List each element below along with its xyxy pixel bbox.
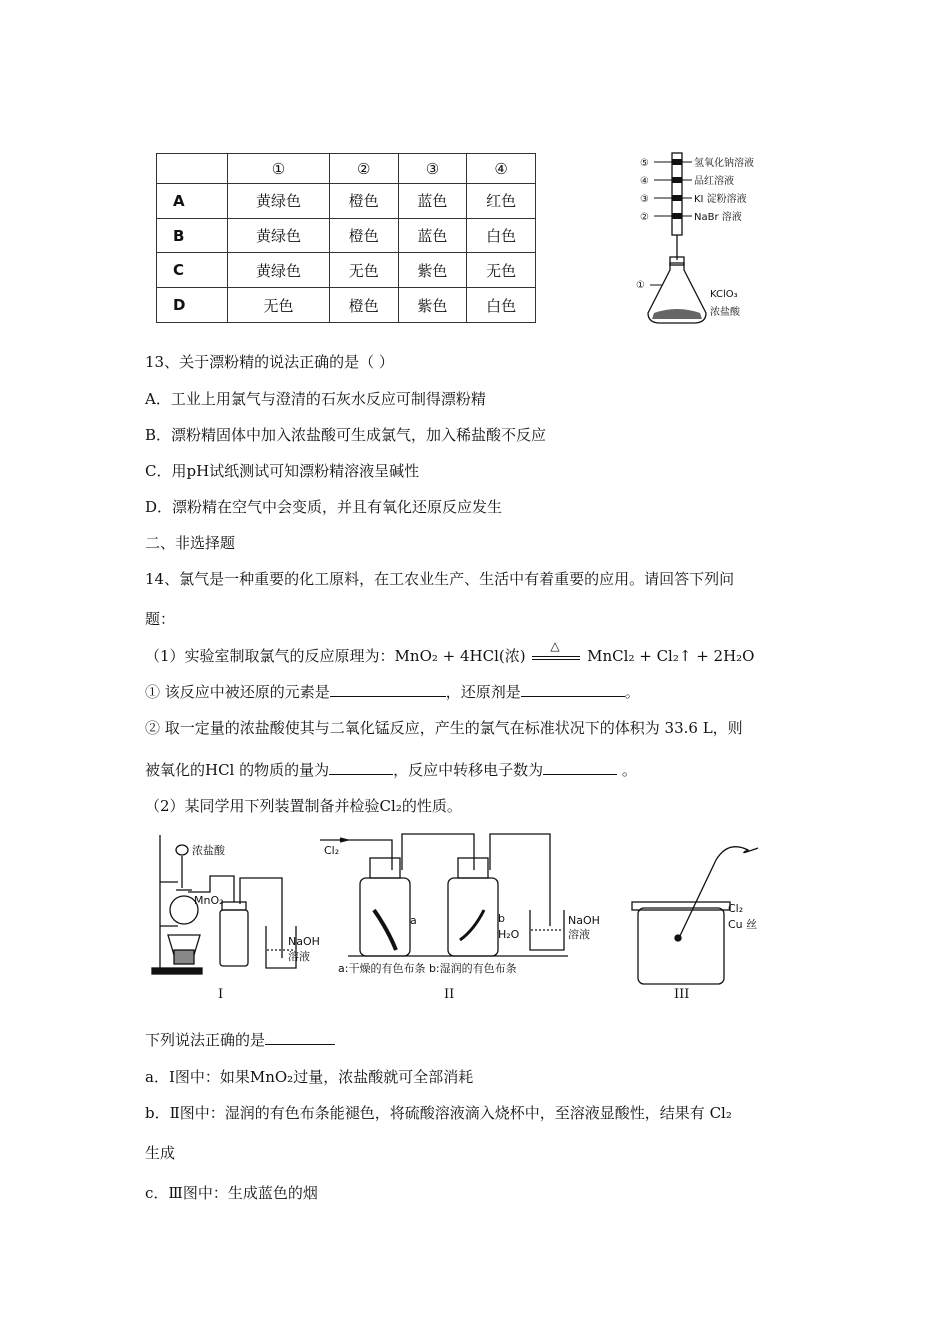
table-cell: ① (228, 154, 330, 184)
label-b: b (498, 912, 505, 925)
table-cell: B (157, 218, 228, 253)
sub2-text: 被氧化的HCl 的物质的量为 (145, 761, 330, 779)
label-mno2: MnO₂ (194, 894, 224, 907)
tube-label-2: ② (640, 212, 649, 223)
table-cell: 紫色 (398, 288, 467, 323)
tube-label-3: ③ (640, 194, 649, 205)
sub2-text2: ，反应中转移电子数为 (393, 761, 544, 779)
flask-reagent-kclo3: KClO₃ (710, 289, 738, 300)
table-cell: 黄绿色 (228, 253, 330, 288)
label-soln-1: 溶液 (288, 950, 310, 963)
q14-sub2: ② 取一定量的浓盐酸使其与二氧化锰反应，产生的氯气在标准状况下的体积为 33.6 L，则 (145, 719, 743, 737)
table-cell: ④ (467, 154, 536, 184)
q14-sub2-cont (145, 759, 637, 780)
table-row (157, 288, 536, 323)
q14-ask (145, 1029, 335, 1050)
table-cell: 蓝色 (398, 218, 467, 253)
sub1-end: 。 (624, 683, 640, 701)
table-header-row (157, 154, 536, 184)
q14-option-c: c．Ⅲ图中：生成蓝色的烟 (145, 1184, 318, 1202)
q13-option-a: A．工业上用氯气与澄清的石灰水反应可制得漂粉精 (145, 390, 486, 408)
label-a: a (410, 914, 417, 927)
reagent-nabr: NaBr 溶液 (694, 212, 742, 223)
table-cell: ③ (398, 154, 467, 184)
table-cell: 白色 (467, 218, 536, 253)
tube-label-4: ④ (640, 176, 649, 187)
table-cell: 红色 (467, 184, 536, 219)
reagent-ki-starch: KI 淀粉溶液 (694, 194, 747, 205)
sub1-text: ① 该反应中被还原的元素是 (145, 683, 330, 701)
table-cell (157, 154, 228, 184)
q13-option-c: C．用pH试纸测试可知漂粉精溶液呈碱性 (145, 462, 420, 480)
q14-part2: （2）某同学用下列装置制备并检验Cl₂的性质。 (145, 797, 462, 815)
q13-option-d: D．漂粉精在空气中会变质，并且有氧化还原反应发生 (145, 498, 503, 516)
ask-text: 下列说法正确的是 (145, 1031, 266, 1049)
q14-stem-cont: 题： (145, 610, 176, 628)
reagent-fuchsin: 品红溶液 (694, 176, 734, 187)
label-cl2-inlet: Cl₂ (324, 844, 340, 857)
q14-stem: 14、氯气是一种重要的化工原料，在工农业生产、生活中有着重要的应用。请回答下列问 (145, 570, 735, 588)
sub2-end: 。 (617, 761, 637, 779)
figure-label-i: I (218, 987, 224, 1002)
table-cell: 蓝色 (398, 184, 467, 219)
label-cl2-iii: Cl₂ (728, 902, 744, 915)
options-table (156, 153, 536, 323)
answer-blank[interactable] (329, 760, 393, 775)
flask-label-1: ① (636, 280, 645, 291)
table-cell: 橙色 (329, 218, 398, 253)
answer-blank[interactable] (330, 682, 446, 697)
label-soln-2: 溶液 (568, 928, 590, 941)
flask-reagent-hcl: 浓盐酸 (710, 307, 740, 318)
equals-with-heat (530, 639, 582, 665)
figure-label-ii: II (444, 987, 455, 1002)
table-cell: 无色 (228, 288, 330, 323)
label-conc-hcl: 浓盐酸 (192, 844, 225, 857)
figure-label-iii: III (674, 987, 690, 1002)
table-cell: 无色 (467, 253, 536, 288)
q14-option-b: b．Ⅱ图中：湿润的有色布条能褪色，将硫酸溶液滴入烧杯中，至溶液显酸性，结果有 Cl₂ (145, 1104, 732, 1122)
table-cell: 紫色 (398, 253, 467, 288)
table-cell: A (157, 184, 228, 219)
table-cell: 橙色 (329, 288, 398, 323)
q14-option-a: a．Ⅰ图中：如果MnO₂过量，浓盐酸就可全部消耗 (145, 1068, 474, 1086)
answer-blank[interactable] (543, 760, 617, 775)
label-cu-wire: Cu 丝 (728, 918, 758, 931)
section-heading: 二、非选择题 (145, 534, 236, 552)
label-naoh-2: NaOH (568, 914, 600, 927)
q14-part1 (145, 639, 755, 666)
table-cell: 无色 (329, 253, 398, 288)
apparatus-figures (148, 830, 788, 1005)
heat-symbol: △ (550, 639, 560, 653)
tube-label-5: ⑤ (640, 158, 649, 169)
table-cell: C (157, 253, 228, 288)
equation-left: （1）实验室制取氯气的反应原理为：MnO₂ + 4HCl(浓) (145, 647, 526, 665)
table-cell: 白色 (467, 288, 536, 323)
label-naoh-1: NaOH (288, 935, 320, 948)
table-row (157, 218, 536, 253)
reagent-naoh: 氢氧化钠溶液 (694, 158, 754, 169)
tube-apparatus-figure (630, 145, 790, 330)
label-h2o: H₂O (498, 928, 520, 941)
q13-option-b: B．漂粉精固体中加入浓盐酸可生成氯气，加入稀盐酸不反应 (145, 426, 547, 444)
table-cell: D (157, 288, 228, 323)
table-row (157, 253, 536, 288)
answer-blank[interactable] (265, 1030, 335, 1045)
equation-right: MnCl₂ + Cl₂↑ + 2H₂O (587, 647, 755, 665)
label-cloth-legend: a:干燥的有色布条 b:湿润的有色布条 (338, 962, 517, 975)
table-cell: ② (329, 154, 398, 184)
q13-stem: 13、关于漂粉精的说法正确的是（ ） (145, 353, 394, 371)
q14-option-b-cont: 生成 (145, 1144, 176, 1162)
sub1-text2: ，还原剂是 (445, 683, 521, 701)
q14-sub1 (145, 681, 640, 702)
table-cell: 黄绿色 (228, 218, 330, 253)
table-cell: 橙色 (329, 184, 398, 219)
answer-blank[interactable] (521, 682, 625, 697)
table-row (157, 184, 536, 219)
table-cell: 黄绿色 (228, 184, 330, 219)
